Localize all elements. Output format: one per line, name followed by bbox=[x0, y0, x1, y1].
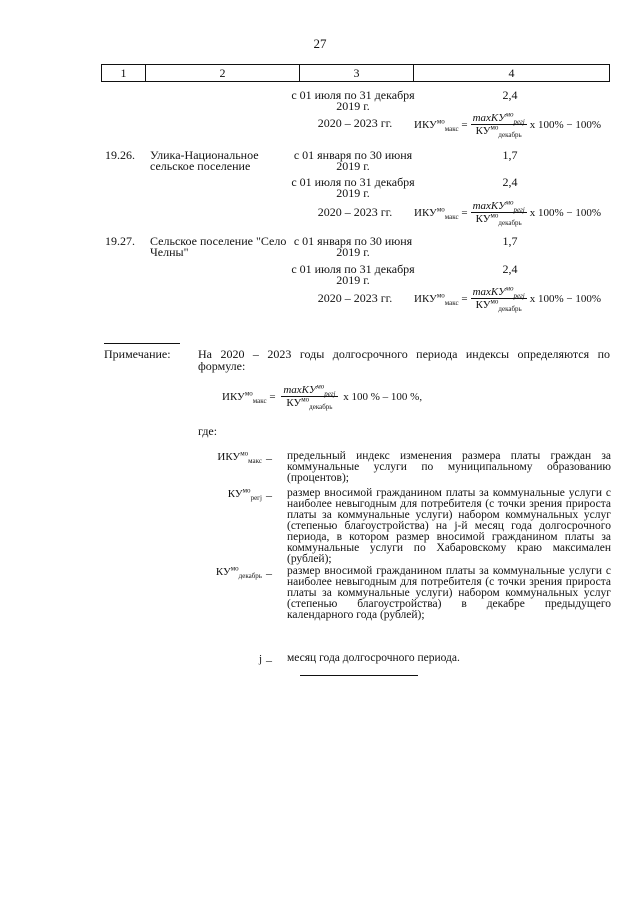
value-cell: 2,4 bbox=[502, 88, 518, 102]
formula: $ИКУ^{мо}_{макс}$ = $\frac{\max КУ^{мо}_{peгj}}{КУ^{мо}_{декабрь}}$ x 100% − 100% bbox=[414, 198, 602, 228]
glossary-symbol: $КУ^{мо}_{peгj}$ bbox=[227, 486, 262, 503]
note-label: Примечание: bbox=[104, 347, 171, 361]
row-number: 19.26. bbox=[105, 148, 135, 162]
glossary-dash: – bbox=[266, 451, 272, 465]
page-number: 27 bbox=[313, 36, 327, 51]
formula: $ИКУ^{мо}_{макс}$ = $\frac{\max КУ^{мо}_{peгj}}{КУ^{мо}_{декабрь}}$ x 100% − 100% bbox=[414, 110, 602, 140]
settlement-name: Сельское поселение "Село Челны" bbox=[150, 234, 287, 259]
header-col-4: 4 bbox=[414, 65, 610, 82]
value-cell: 2,4 bbox=[502, 175, 518, 189]
period-cell: с 01 января по 30 июня 2019 г. bbox=[293, 234, 413, 259]
separator-rule bbox=[104, 343, 180, 344]
settlement-name: Улика-Национальное сельское поселение bbox=[150, 148, 259, 173]
note-text: На 2020 – 2023 годы долгосрочного периода индексы определяются по формуле: bbox=[198, 347, 610, 373]
glossary-dash: – bbox=[266, 653, 272, 667]
glossary-definition: размер вносимой гражданином платы за коммунальные услуги с наиболее невыгодным для потребителя (с точки зрения прироста платы за коммунальные услуги) набором коммунальных услуг (степенью благоустройства) на j-й месяц года долгосрочного периода, в котором размер вносимой гражданином платы за коммунальные услуги по Хабаровскому краю максимален (рублей); bbox=[287, 487, 611, 565]
period-cell: с 01 июля по 31 декабря 2019 г. bbox=[291, 262, 415, 287]
period-cell: с 01 июля по 31 декабря 2019 г. bbox=[291, 175, 415, 200]
period-cell: 2020 – 2023 гг. bbox=[317, 291, 393, 305]
period-cell: с 01 июля по 31 декабря 2019 г. bbox=[291, 88, 415, 113]
row-number: 19.27. bbox=[105, 234, 135, 248]
period-cell: 2020 – 2023 гг. bbox=[317, 205, 393, 219]
table-header bbox=[101, 64, 610, 82]
where-label: где: bbox=[198, 424, 218, 438]
glossary-definition: размер вносимой гражданином платы за коммунальные услуги с наиболее невыгодным для потребителя (с точки зрения прироста платы за коммунальные услуги) набором коммунальных услуг (степенью благоустройства) в декабре предыдущего календарного года (рублей); bbox=[287, 565, 611, 621]
header-col-3: 3 bbox=[300, 65, 414, 82]
value-cell: 1,7 bbox=[502, 148, 518, 162]
header-col-2: 2 bbox=[146, 65, 300, 82]
period-cell: 2020 – 2023 гг. bbox=[317, 116, 393, 130]
glossary-symbol: j bbox=[258, 653, 262, 665]
value-cell: 2,4 bbox=[502, 262, 518, 276]
header-col-1: 1 bbox=[102, 65, 146, 82]
glossary-definition: предельный индекс изменения размера платы граждан за коммунальные услуги по муниципальному образованию (процентов); bbox=[287, 450, 611, 484]
value-cell: 1,7 bbox=[502, 234, 518, 248]
glossary-symbol: $ИКУ^{мо}_{макс}$ bbox=[217, 449, 262, 466]
glossary-dash: – bbox=[266, 488, 272, 502]
note-formula: $ИКУ^{мо}_{макс}$ = $\frac{\max КУ^{мо}_{peгj}}{КУ^{мо}_{декабрь}}$ x 100 % – 100 %, bbox=[222, 382, 423, 412]
formula: $ИКУ^{мо}_{макс}$ = $\frac{\max КУ^{мо}_{peгj}}{КУ^{мо}_{декабрь}}$ x 100% − 100% bbox=[414, 284, 602, 314]
glossary-symbol: $КУ^{мо}_{декабрь}$ bbox=[215, 564, 262, 581]
end-rule bbox=[300, 675, 418, 676]
period-cell: с 01 января по 30 июня 2019 г. bbox=[293, 148, 413, 173]
glossary-definition: месяц года долгосрочного периода. bbox=[287, 652, 460, 664]
glossary-dash: – bbox=[266, 566, 272, 580]
